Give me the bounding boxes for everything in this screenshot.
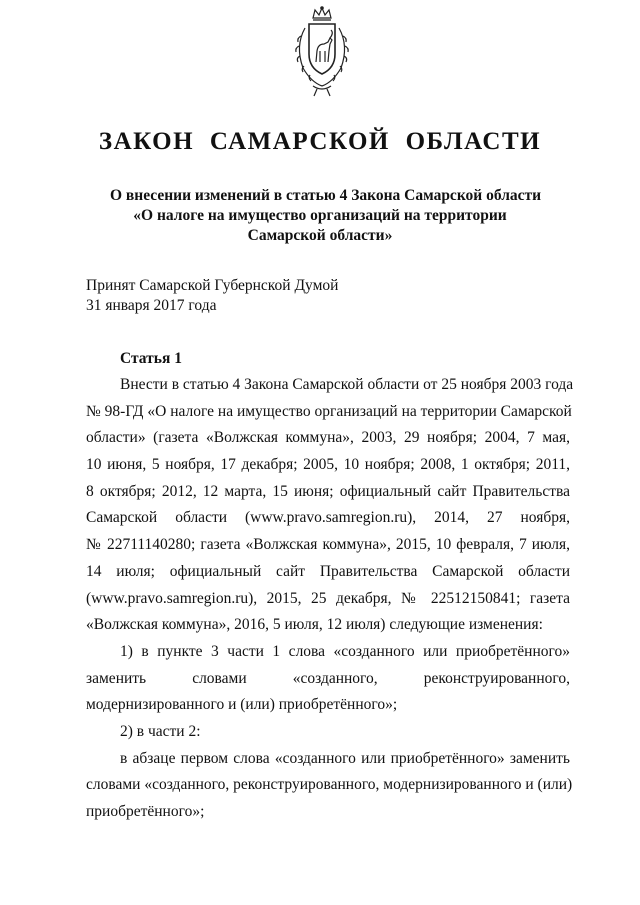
adoption-date: 31 января 2017 года: [86, 297, 217, 314]
article-body: [86, 372, 574, 826]
body-line: 2) в части 2:: [120, 722, 201, 740]
body-line: 10 июня, 5 ноября, 17 декабря; 2005, 10 ноября; 2008, 1 октября; 2011,: [86, 456, 570, 474]
body-line: модернизированного и (или) приобретённого»;: [86, 696, 398, 714]
subtitle-line: Самарской области»: [247, 227, 393, 244]
adoption-note: [86, 276, 486, 316]
body-line: Самарской области (www.pravo.samregion.ru), 2014, 27 ноября,: [86, 509, 570, 527]
body-line: области» (газета «Волжская коммуна», 2003, 29 ноября; 2004, 7 мая,: [86, 429, 570, 447]
body-line: словами «созданного, реконструированного, модернизированного и (или): [86, 776, 573, 794]
coat-of-arms-icon: [287, 6, 357, 98]
subtitle-line: О внесении изменений в статью 4 Закона Самарской области: [110, 187, 542, 204]
body-line: 8 октября; 2012, 12 марта, 15 июня; официальный сайт Правительства: [86, 482, 570, 500]
body-line: в абзаце первом слова «созданного или приобретённого» заменить: [120, 749, 570, 767]
body-line: заменить словами «созданного, реконструированного,: [86, 669, 570, 687]
law-title: ЗАКОН САМАРСКОЙ ОБЛАСТИ: [98, 128, 542, 155]
article-heading: Статья 1: [120, 350, 182, 367]
body-line: 1) в пункте 3 части 1 слова «созданного или приобретённого»: [120, 642, 570, 660]
law-subtitle: [110, 186, 542, 246]
adoption-line: Принят Самарской Губернской Думой: [86, 277, 339, 294]
body-line: № 98-ГД «О налоге на имущество организаций на территории Самарской: [86, 402, 572, 420]
body-line: № 22711140280; газета «Волжская коммуна», 2015, 10 февраля, 7 июля,: [86, 536, 570, 554]
body-line: «Волжская коммуна», 2016, 5 июля, 12 июля) следующие изменения:: [86, 616, 543, 634]
body-line: Внести в статью 4 Закона Самарской области от 25 ноября 2003 года: [120, 376, 574, 393]
body-line: 14 июля; официальный сайт Правительства Самарской области: [86, 562, 570, 580]
body-line: (www.pravo.samregion.ru), 2015, 25 декабря, № 22512150841; газета: [86, 589, 570, 607]
subtitle-line: «О налоге на имущество организаций на территории: [133, 207, 507, 224]
body-line: приобретённого»;: [86, 803, 205, 820]
